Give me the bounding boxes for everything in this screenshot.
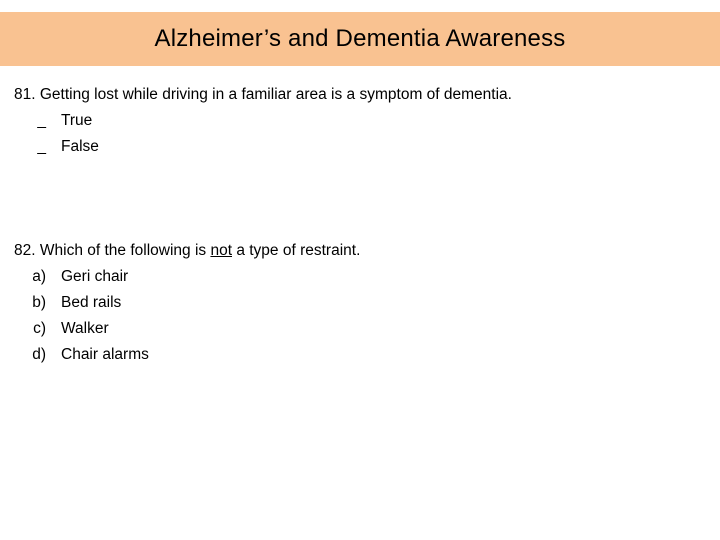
option-marker: _: [37, 138, 46, 155]
question-82-emphasis: not: [210, 242, 233, 259]
option-label: Chair alarms: [61, 346, 149, 363]
question-81-text: [14, 82, 710, 108]
question-82-prompt-start: Which of the following is: [39, 242, 211, 259]
option-label: Geri chair: [61, 268, 129, 285]
quiz-content: [14, 82, 710, 368]
option-marker: d): [32, 346, 46, 363]
question-82: [14, 238, 710, 368]
question-81: [14, 82, 710, 160]
option-label: True: [61, 112, 93, 129]
option-marker: a): [32, 268, 46, 285]
option-label: Walker: [61, 320, 109, 337]
question-81-prompt: Getting lost while driving in a familiar area is a symptom of dementia.: [39, 86, 512, 103]
question-81-options: [14, 108, 710, 160]
option-d[interactable]: [14, 342, 710, 368]
option-false[interactable]: [14, 134, 710, 160]
title-banner: [0, 12, 720, 66]
page-title: Alzheimer’s and Dementia Awareness: [154, 25, 566, 52]
question-82-number: 82.: [14, 242, 36, 259]
option-a[interactable]: [14, 264, 710, 290]
question-82-options: [14, 264, 710, 368]
question-81-number: 81.: [14, 86, 36, 103]
question-82-text: [14, 238, 710, 264]
option-c[interactable]: [14, 316, 710, 342]
option-marker: c): [33, 320, 46, 337]
option-label: Bed rails: [61, 294, 122, 311]
option-marker: _: [37, 112, 46, 129]
question-82-prompt-end: a type of restraint.: [232, 242, 361, 259]
option-label: False: [61, 138, 99, 155]
option-marker: b): [32, 294, 46, 311]
option-b[interactable]: [14, 290, 710, 316]
option-true[interactable]: [14, 108, 710, 134]
